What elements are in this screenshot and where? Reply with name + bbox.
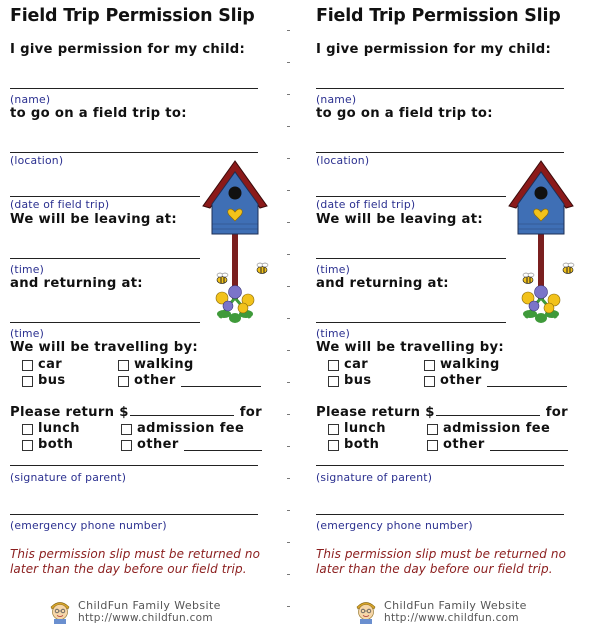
location-caption: (location) <box>10 154 64 167</box>
divider-tick <box>287 510 290 511</box>
checkbox[interactable] <box>118 360 129 371</box>
divider-tick <box>287 62 290 63</box>
bee-icon <box>523 263 574 284</box>
divider-tick <box>287 254 290 255</box>
option-both[interactable]: both <box>328 437 379 452</box>
location-line[interactable] <box>10 152 258 153</box>
checkbox[interactable] <box>22 440 33 451</box>
name-caption: (name) <box>316 93 357 106</box>
option-car[interactable]: car <box>22 357 62 372</box>
phone-caption: (emergency phone number) <box>316 519 473 532</box>
option-lunch[interactable]: lunch <box>22 421 80 436</box>
returning-time-line[interactable] <box>10 322 200 323</box>
option-admission-fee[interactable]: admission fee <box>427 421 550 436</box>
kid-face-icon <box>48 598 72 624</box>
divider-tick <box>287 574 290 575</box>
returning-label: and returning at: <box>10 276 143 291</box>
divider-tick <box>287 190 290 191</box>
option-walking[interactable]: walking <box>118 357 194 372</box>
return-fee-label: Please return $ for <box>316 405 568 420</box>
other-travel-line[interactable] <box>487 375 567 387</box>
checkbox[interactable] <box>121 440 132 451</box>
divider-tick <box>287 94 290 95</box>
option-other-fee[interactable]: other <box>427 437 568 452</box>
return-note: This permission slip must be returned no later than the day before our field trip. <box>316 547 567 576</box>
divider-tick <box>287 30 290 31</box>
return-fee-label: Please return $ for <box>10 405 262 420</box>
permission-slip-left <box>8 0 298 637</box>
divider-tick <box>287 318 290 319</box>
leaving-time-caption: (time) <box>316 263 351 276</box>
checkbox[interactable] <box>121 424 132 435</box>
name-caption: (name) <box>10 93 51 106</box>
option-car[interactable]: car <box>328 357 368 372</box>
give-permission-label: I give permission for my child: <box>10 42 246 57</box>
footer-site-url[interactable]: http://www.childfun.com <box>78 612 213 624</box>
checkbox[interactable] <box>328 424 339 435</box>
phone-line[interactable] <box>10 514 258 515</box>
checkbox[interactable] <box>424 360 435 371</box>
other-travel-line[interactable] <box>181 375 261 387</box>
phone-caption: (emergency phone number) <box>10 519 167 532</box>
returning-label: and returning at: <box>316 276 449 291</box>
divider-tick <box>287 414 290 415</box>
returning-time-caption: (time) <box>10 327 45 340</box>
option-bus[interactable]: bus <box>328 373 372 388</box>
divider-tick <box>287 350 290 351</box>
leaving-time-caption: (time) <box>10 263 45 276</box>
phone-line[interactable] <box>316 514 564 515</box>
name-line[interactable] <box>10 88 258 89</box>
birdhouse-icon <box>198 158 278 328</box>
checkbox[interactable] <box>22 424 33 435</box>
returning-time-line[interactable] <box>316 322 506 323</box>
bee-icon <box>217 263 268 284</box>
kid-face-icon <box>354 598 378 624</box>
checkbox[interactable] <box>328 376 339 387</box>
leaving-time-line[interactable] <box>10 258 200 259</box>
date-line[interactable] <box>10 196 200 197</box>
slip-title: Field Trip Permission Slip <box>10 6 255 26</box>
slip-title: Field Trip Permission Slip <box>316 6 561 26</box>
divider-tick <box>287 542 290 543</box>
checkbox[interactable] <box>427 440 438 451</box>
leaving-label: We will be leaving at: <box>316 212 483 227</box>
footer-site-url[interactable]: http://www.childfun.com <box>384 612 519 624</box>
give-permission-label: I give permission for my child: <box>316 42 552 57</box>
option-admission-fee[interactable]: admission fee <box>121 421 244 436</box>
name-line[interactable] <box>316 88 564 89</box>
checkbox[interactable] <box>328 440 339 451</box>
divider-tick <box>287 478 290 479</box>
divider-tick <box>287 222 290 223</box>
other-fee-line[interactable] <box>490 439 568 451</box>
go-on-trip-label: to go on a field trip to: <box>316 106 493 121</box>
go-on-trip-label: to go on a field trip to: <box>10 106 187 121</box>
flowers-icon <box>216 286 254 324</box>
birdhouse-icon <box>504 158 584 328</box>
leaving-label: We will be leaving at: <box>10 212 177 227</box>
travelling-label: We will be travelling by: <box>316 340 504 355</box>
fee-amount-line[interactable] <box>436 404 540 416</box>
permission-slip-right <box>314 0 596 637</box>
return-note: This permission slip must be returned no later than the day before our field trip. <box>10 547 261 576</box>
divider-tick <box>287 126 290 127</box>
date-caption: (date of field trip) <box>10 198 110 211</box>
signature-line[interactable] <box>316 465 564 466</box>
option-lunch[interactable]: lunch <box>328 421 386 436</box>
footer-site-name: ChildFun Family Website <box>78 599 221 612</box>
option-other-travel[interactable]: other <box>118 373 261 388</box>
location-caption: (location) <box>316 154 370 167</box>
option-both[interactable]: both <box>22 437 73 452</box>
option-bus[interactable]: bus <box>22 373 66 388</box>
option-other-travel[interactable]: other <box>424 373 567 388</box>
footer-site-name: ChildFun Family Website <box>384 599 527 612</box>
divider-tick <box>287 382 290 383</box>
checkbox[interactable] <box>22 376 33 387</box>
fee-amount-line[interactable] <box>130 404 234 416</box>
checkbox[interactable] <box>427 424 438 435</box>
signature-line[interactable] <box>10 465 258 466</box>
other-fee-line[interactable] <box>184 439 262 451</box>
option-other-fee[interactable]: other <box>121 437 262 452</box>
checkbox[interactable] <box>22 360 33 371</box>
checkbox[interactable] <box>118 376 129 387</box>
divider-tick <box>287 286 290 287</box>
travelling-label: We will be travelling by: <box>10 340 198 355</box>
divider-tick <box>287 446 290 447</box>
location-line[interactable] <box>316 152 564 153</box>
divider-tick <box>287 158 290 159</box>
checkbox[interactable] <box>328 360 339 371</box>
date-line[interactable] <box>316 196 506 197</box>
leaving-time-line[interactable] <box>316 258 506 259</box>
returning-time-caption: (time) <box>316 327 351 340</box>
checkbox[interactable] <box>424 376 435 387</box>
signature-caption: (signature of parent) <box>10 471 127 484</box>
option-walking[interactable]: walking <box>424 357 500 372</box>
signature-caption: (signature of parent) <box>316 471 433 484</box>
flowers-icon <box>522 286 560 324</box>
date-caption: (date of field trip) <box>316 198 416 211</box>
divider-tick <box>287 606 290 607</box>
